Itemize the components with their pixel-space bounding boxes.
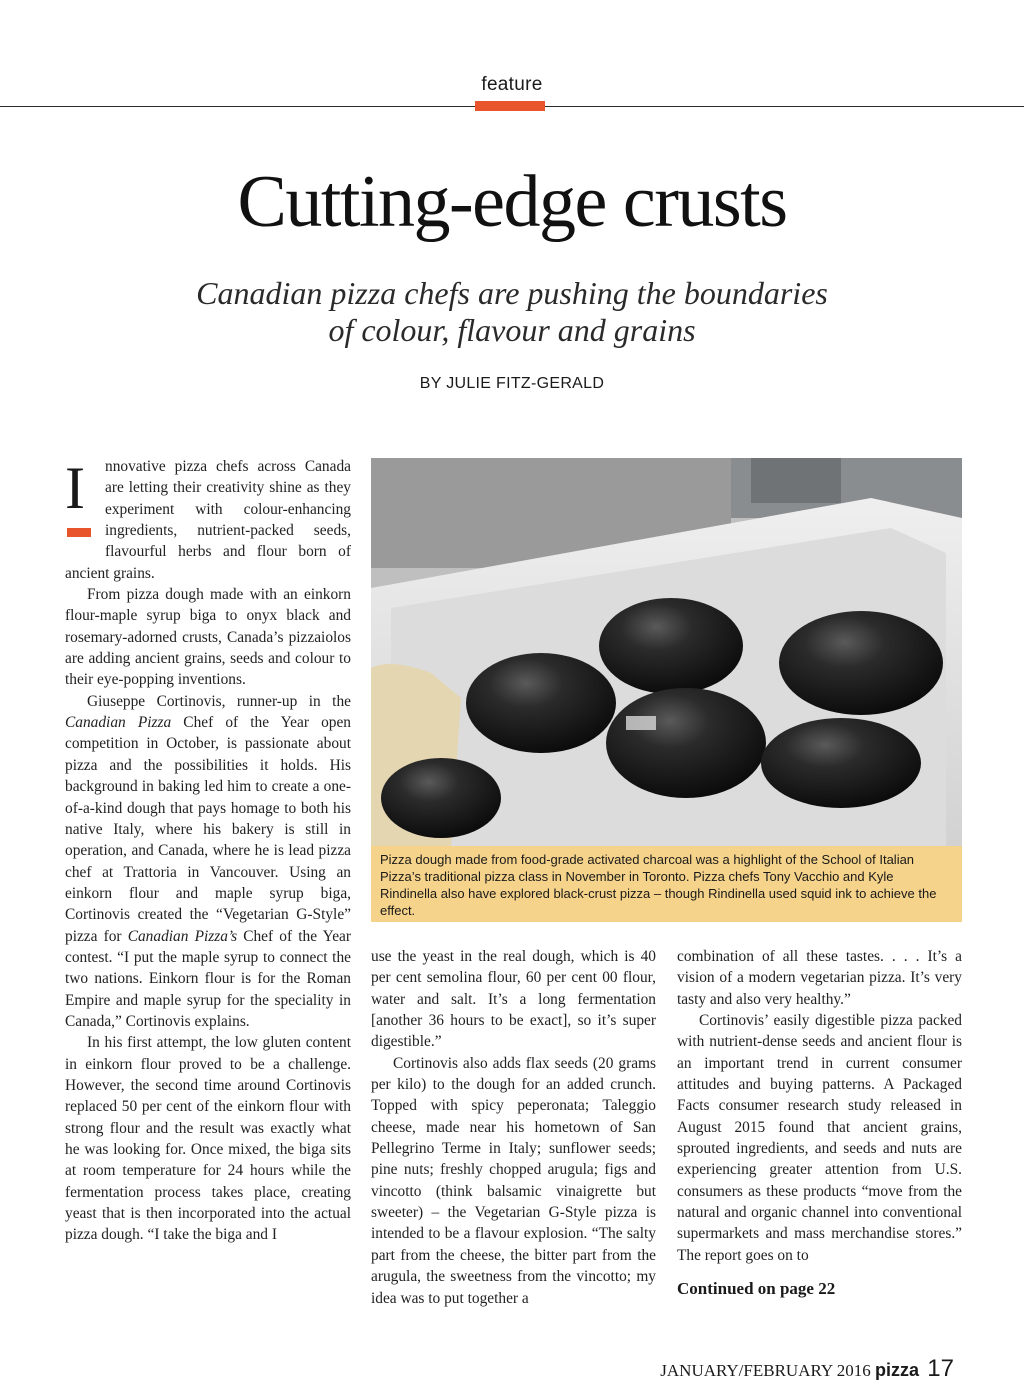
paragraph [65,456,351,584]
dropcap-accent-bar [67,528,91,537]
section-accent-bar [475,101,545,111]
paragraph: combination of all these tastes. . . . It’s a vision of a modern vegetarian pizza. It’s very tasty and also very healthy.” [677,948,962,1008]
paragraph: In his first attempt, the low gluten content in einkorn flour proved to be a challenge. However, the second time around Cortinovis replaced 50 per cent of the einkorn flour with strong flour and the result was exactly what he was looking for. Once mixed, the biga sits at room temperature for 24 hours while the fermentation process takes place, creating yeast that is then incorporated into the actual pizza dough. “I take the biga and I [65,1034,351,1244]
article-column-2 [371,946,656,1309]
article-column-1 [65,456,351,1246]
deck-line-2: of colour, flavour and grains [328,312,696,348]
deck [0,275,1024,349]
page-number: 17 [927,1355,954,1382]
continued-jump-line: Continued on page 22 [677,1279,836,1299]
deck-line-1: Canadian pizza chefs are pushing the boundaries [196,275,828,311]
paragraph: Giuseppe Cortinovis, runner-up in the Canadian Pizza Chef of the Year open competition in October, is passionate about pizza and the possibilities it holds. His background in baking led him to create a one-of-a-kind dough that pays homage to both his native Italy, where his bakery is still in operation, and Canada, where he is lead pizza chef at Trattoria in Vancouver. Using an einkorn flour and maple syrup biga, Cortinovis created the “Vegetarian G-Style” pizza for Canadian Pizza’s Chef of the Year contest. “I put the maple syrup to connect the two nations. Einkorn flour is for the Roman Empire and maple syrup for the speciality in Canada,” Cortinovis explains. [65,692,351,1030]
paragraph: From pizza dough made with an einkorn flour-maple syrup biga to onyx black and rosemary-adorned crusts, Canada’s pizzaiolos are adding ancient grains, seeds and colour to their eye-popping inventions. [65,586,351,689]
issue-date: JANUARY/FEBRUARY 2016 [660,1361,871,1380]
page-footer [660,1355,954,1383]
article-column-3 [677,946,962,1300]
paragraph-text: nnovative pizza chefs across Canada are letting their creativity shine as they experiment with colour-enhancing ingredients, nutrient-packed seeds, flavourful herbs and flour born of ancient grains. [65,458,351,582]
section-label: feature [481,74,543,95]
photo-caption: Pizza dough made from food-grade activated charcoal was a highlight of the School of Italian Pizza’s traditional pizza class in November in Toronto. Pizza chefs Tony Vacchio and Kyle Rindinella also have explored black-crust pizza – though Rindinella used squid ink to achieve the effect. [371,846,962,922]
paragraph: use the yeast in the real dough, which is 40 per cent semolina flour, 60 per cent 00 flour, water and salt. It’s a long fermentation [another 36 hours to be exact], so it’s super digestible.” [371,948,656,1051]
dropcap [65,456,105,552]
headline: Cutting-edge crusts [237,161,787,243]
dropcap-letter: I [65,455,85,521]
paragraph: Cortinovis’ easily digestible pizza packed with nutrient-dense seeds and ancient flour is an important trend in current consumer attitudes and buying patterns. A Packaged Facts consumer research study released in August 2015 found that ancient grains, sprouted ingredients, and seeds and nuts are experiencing greater attention from U.S. consumers as these products “move from the natural and organic channel into conventional supermarkets and mass merchandise stores.” The report goes on to [677,1012,962,1264]
magazine-name: pizza [875,1360,920,1380]
pizza-dough-photo [371,458,962,846]
paragraph: Cortinovis also adds flax seeds (20 grams per kilo) to the dough for an added crunch. Topped with spicy peperonata; Taleggio cheese, made near his hometown of San Pellegrino Terme in Italy; sunflower seeds; pine nuts; freshly chopped arugula; figs and vincotto (think balsamic vinaigrette but sweeter) – the Vegetarian G-Style pizza is intended to be a flavour explosion. “The salty part from the cheese, the bitter part from the arugula, the sweetness from the vincotto; my idea was to put together a [371,1054,656,1307]
byline: BY JULIE FITZ-GERALD [419,375,605,392]
